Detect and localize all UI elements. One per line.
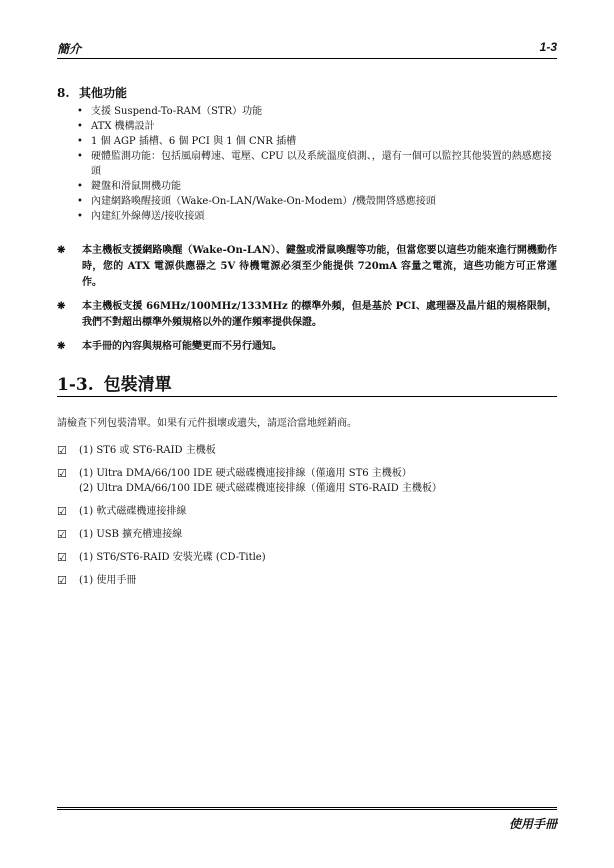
list-item: • 支援 Suspend-To-RAM（STR）功能: [77, 104, 557, 119]
section-rule: [57, 396, 557, 397]
list-item: • 1 個 AGP 插槽、6 個 PCI 與 1 個 CNR 插槽: [77, 134, 557, 149]
note-item: [57, 339, 557, 355]
checkbox-checked-icon: ☑: [57, 505, 67, 518]
checkbox-checked-icon: ☑: [57, 528, 67, 541]
feature-list: [57, 104, 557, 224]
note-bullet-icon: ❋: [57, 301, 66, 312]
list-item: • 內建網路喚醒接頭（Wake-On-LAN/Wake-On-Modem）/機殼開啓感應接頭: [77, 194, 557, 209]
note-text: 本主機板支援網路喚醒（Wake-On-LAN）、鍵盤或滑鼠喚醒等功能，但當您要以這些功能來進行開機動作時，您的 ATX 電源供應器之 5V 待機電源必須至少能提供 720mA 容量之電流，這些功能方可正常運作。: [82, 245, 557, 288]
list-item: • 內建紅外線傳送/接收接頭: [77, 209, 557, 224]
section-other-features: [57, 84, 557, 224]
checklist-item: [57, 504, 557, 519]
checklist-item: [57, 550, 557, 565]
note-bullet-icon: ❋: [57, 341, 66, 352]
intro-text: 請檢查下列包裝清單。如果有元件損壞或遺失，請逕洽當地經銷商。: [57, 418, 357, 429]
checklist-item: [57, 527, 557, 542]
checklist-line: (1) ST6 或 ST6-RAID 主機板: [79, 445, 216, 456]
checklist-line: (1) USB 擴充槽連接線: [79, 529, 183, 540]
checklist-line: (1) ST6/ST6-RAID 安裝光碟 (CD-Title): [79, 552, 266, 563]
checkbox-checked-icon: ☑: [57, 551, 67, 564]
notes-block: [57, 243, 557, 363]
header-page-number: 1-3: [539, 40, 557, 54]
checkbox-checked-icon: ☑: [57, 574, 67, 587]
note-text: 本手冊的內容與規格可能變更而不另行通知。: [82, 341, 282, 352]
section-title: 包裝清單: [103, 375, 172, 395]
page-header: [57, 40, 557, 56]
checklist-item: [57, 466, 557, 496]
note-item: [57, 299, 557, 331]
checklist-line: (2) Ultra DMA/66/100 IDE 硬式磁碟機連接排線（僅適用 ST6-RAID 主機板）: [79, 483, 442, 494]
note-bullet-icon: ❋: [57, 245, 66, 256]
package-checklist: [57, 443, 557, 596]
list-item: • ATX 機構設計: [77, 119, 557, 134]
list-item: • 硬體監測功能：包括風扇轉速、電壓、CPU 以及系統溫度偵測、，還有一個可以監控其他裝置的熱感應接頭: [77, 149, 557, 179]
header-rule: [57, 58, 557, 59]
footer-rule: [57, 807, 557, 812]
checklist-line: (1) 軟式磁碟機連接排線: [79, 506, 187, 517]
header-chapter: 簡介: [57, 42, 82, 56]
section-number: 8.: [57, 86, 70, 100]
section-heading-package-list: [57, 370, 172, 395]
note-text: 本主機板支援 66MHz/100MHz/133MHz 的標準外頻，但是基於 PCI、處理器及晶片組的規格限制，我們不對超出標準外頻規格以外的運作頻率提供保證。: [82, 301, 557, 328]
list-item: • 鍵盤和滑鼠開機功能: [77, 179, 557, 194]
checklist-item: [57, 573, 557, 588]
checkbox-checked-icon: ☑: [57, 444, 67, 457]
checklist-line: (1) 使用手冊: [79, 575, 137, 586]
footer-text: 使用手冊: [508, 817, 557, 831]
checkbox-checked-icon: ☑: [57, 467, 67, 480]
section-heading: [57, 84, 557, 101]
section-number: 1-3.: [57, 375, 94, 395]
checklist-item: [57, 443, 557, 458]
checklist-line: (1) Ultra DMA/66/100 IDE 硬式磁碟機連接排線（僅適用 ST6 主機板）: [79, 468, 412, 479]
note-item: [57, 243, 557, 291]
section-title: 其他功能: [79, 86, 128, 100]
